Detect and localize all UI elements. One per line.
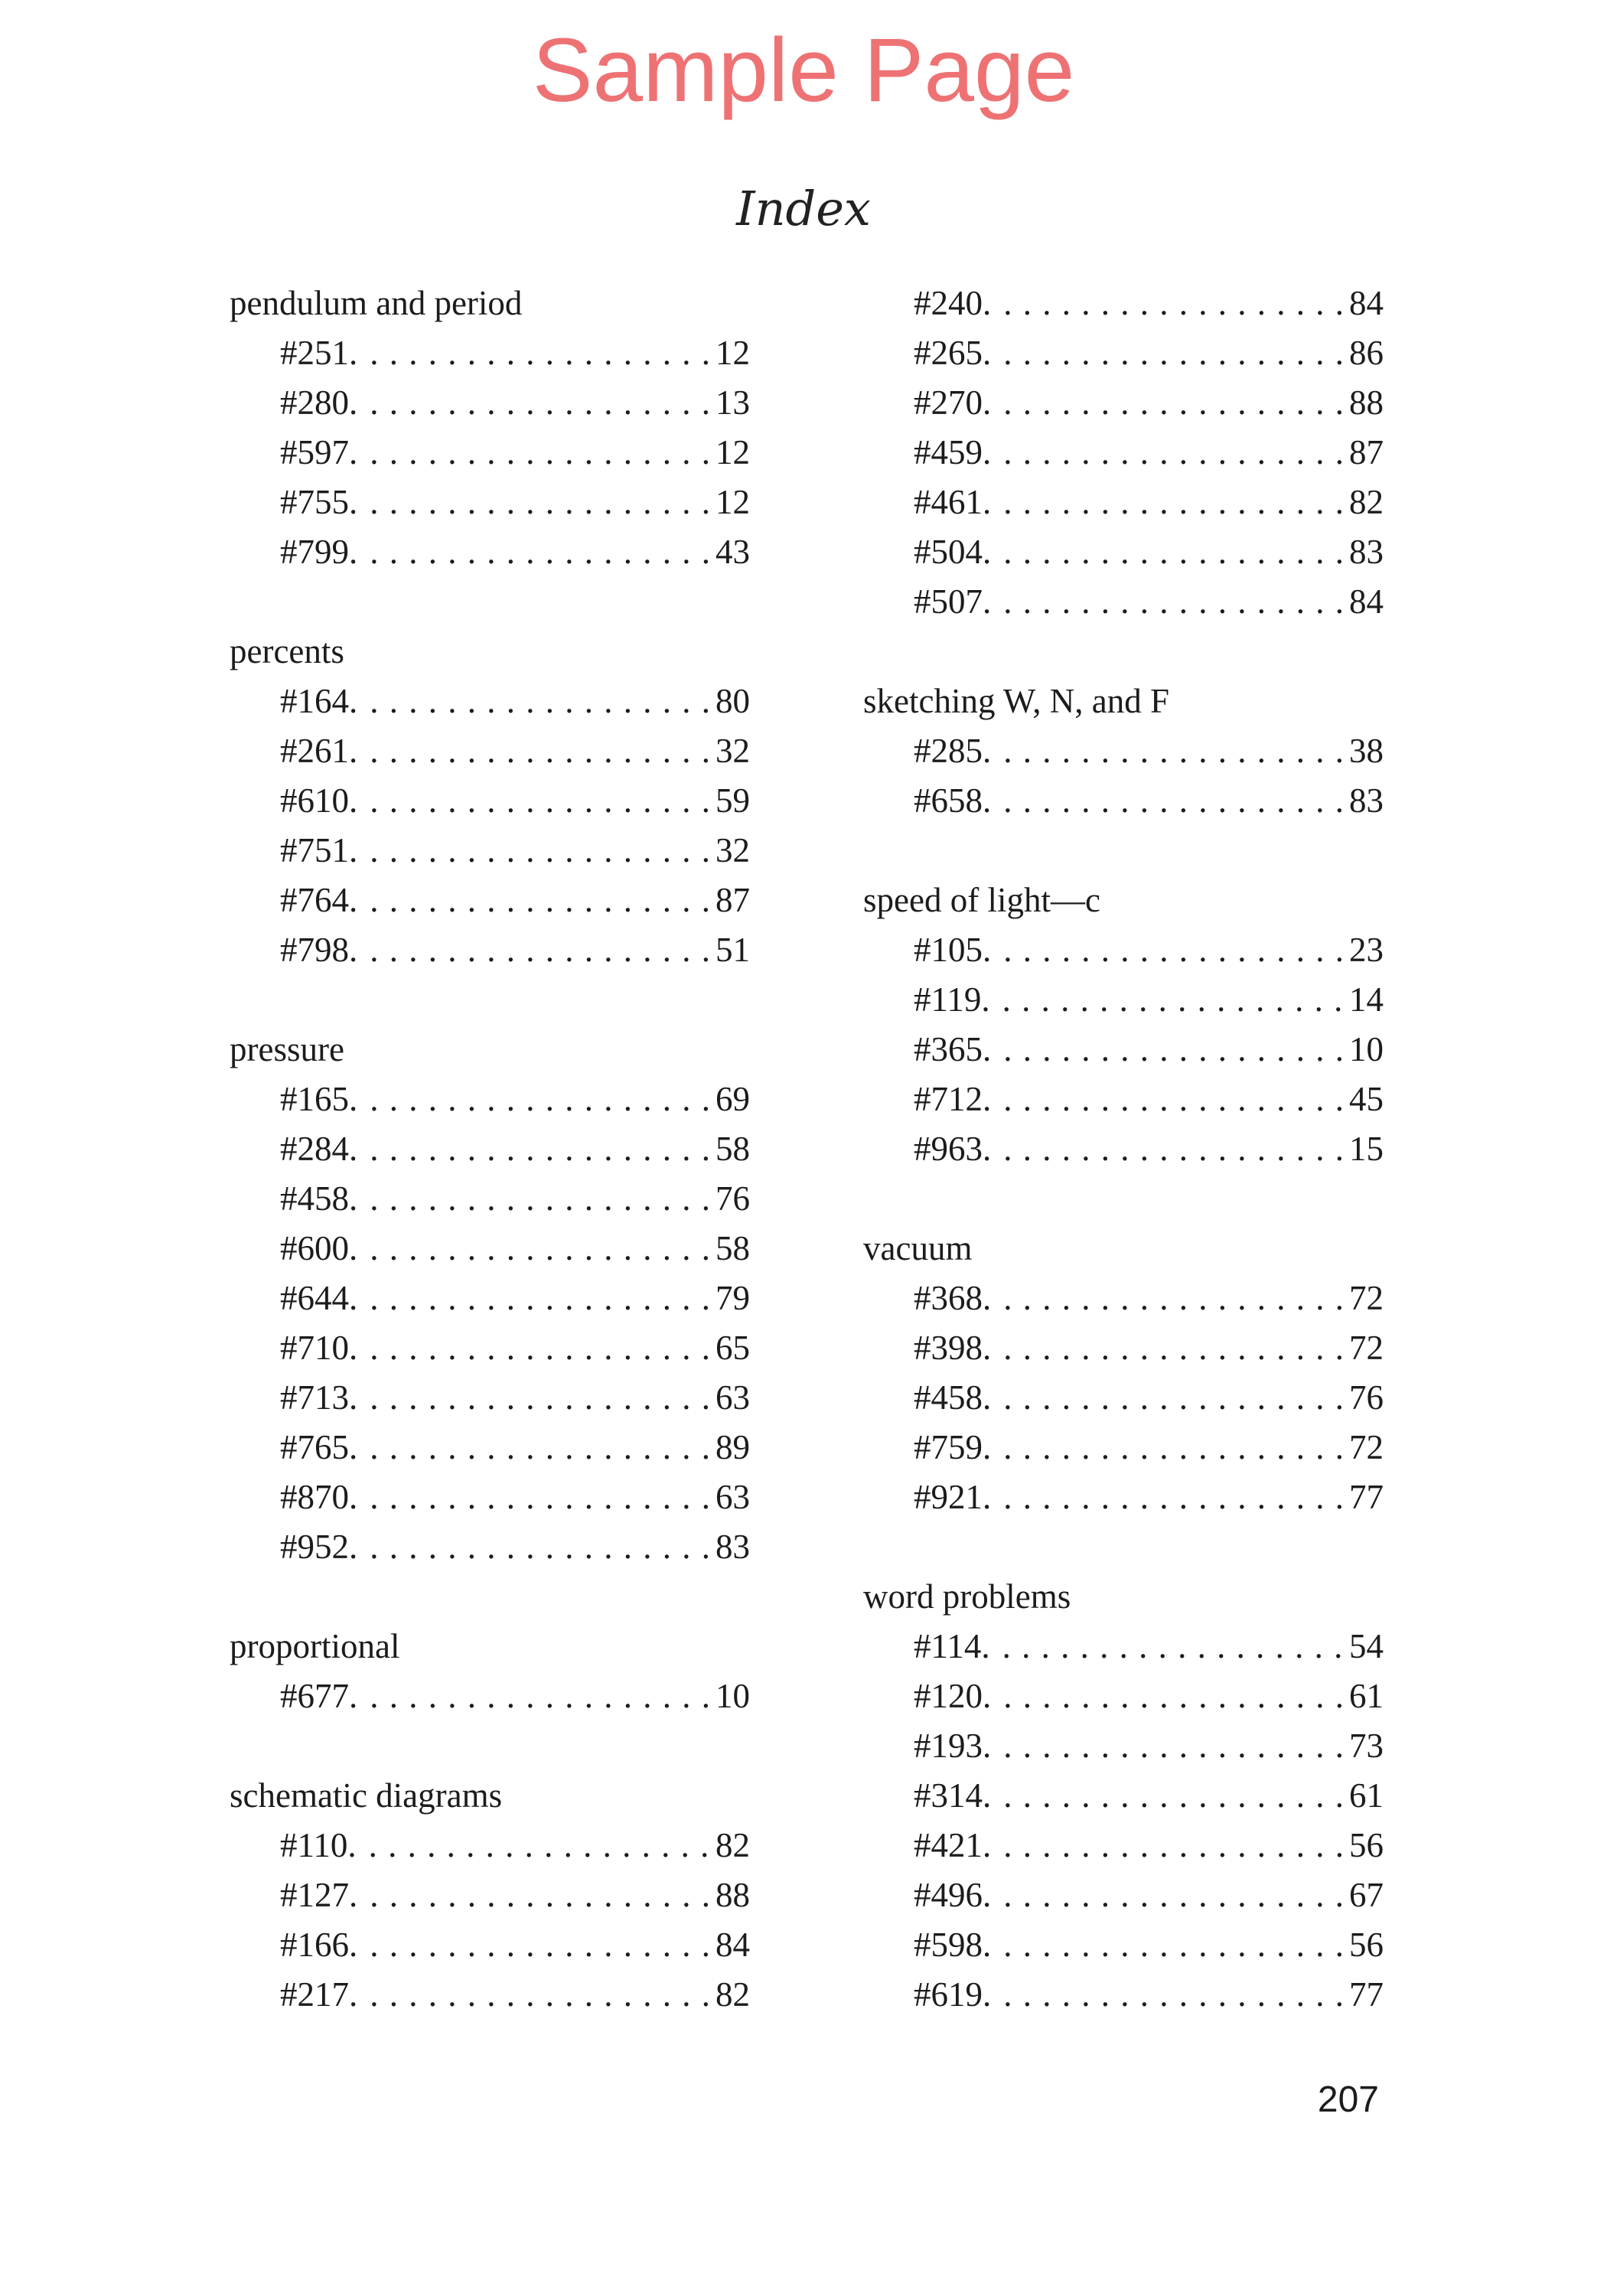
entry-page-ref: 14 — [1349, 980, 1384, 1019]
index-entry — [863, 1920, 1384, 1970]
index-entry — [863, 527, 1384, 577]
entry-page-ref: 10 — [715, 1677, 750, 1715]
entry-number: #127. — [280, 1876, 358, 1914]
entry-number: #798. — [280, 931, 358, 969]
index-entry — [863, 279, 1384, 328]
entry-page-ref: 72 — [1349, 1329, 1384, 1367]
index-heading: schematic diagrams — [230, 1776, 503, 1815]
entry-page-ref: 84 — [715, 1926, 750, 1964]
dot-leader — [357, 428, 715, 478]
entry-page-ref: 88 — [1349, 383, 1384, 422]
page-number: 207 — [1317, 2079, 1379, 2120]
entry-page-ref: 80 — [715, 682, 750, 720]
entry-number: #458. — [914, 1378, 992, 1417]
dot-leader — [357, 378, 715, 428]
index-entry — [863, 1373, 1384, 1423]
entry-number: #710. — [280, 1329, 358, 1367]
dot-leader — [357, 1124, 715, 1174]
entry-page-ref: 84 — [1349, 284, 1384, 322]
index-entry — [863, 1274, 1384, 1323]
entry-page-ref: 63 — [715, 1478, 750, 1516]
index-entry — [230, 378, 750, 428]
entry-page-ref: 72 — [1349, 1428, 1384, 1466]
index-heading: speed of light—c — [863, 881, 1100, 919]
index-entry — [230, 876, 750, 925]
entry-page-ref: 82 — [715, 1826, 750, 1864]
dot-leader — [357, 826, 715, 876]
index-entry — [863, 378, 1384, 428]
entry-page-ref: 76 — [1349, 1378, 1384, 1417]
index-entry — [230, 1373, 750, 1423]
dot-leader — [991, 1771, 1349, 1821]
entry-page-ref: 56 — [1349, 1926, 1384, 1964]
entry-number: #870. — [280, 1478, 358, 1516]
dot-leader — [991, 328, 1349, 378]
index-entry — [863, 1771, 1384, 1821]
entry-number: #677. — [280, 1677, 358, 1715]
index-entry — [230, 1870, 750, 1920]
dot-leader — [357, 1920, 715, 1970]
entry-page-ref: 12 — [715, 334, 750, 372]
index-entry — [230, 1323, 750, 1373]
entry-number: #193. — [914, 1727, 992, 1765]
entry-number: #421. — [914, 1826, 992, 1864]
entry-page-ref: 12 — [715, 433, 750, 471]
index-entry — [863, 726, 1384, 776]
dot-leader — [357, 1373, 715, 1423]
entry-number: #952. — [280, 1528, 358, 1566]
entry-page-ref: 86 — [1349, 334, 1384, 372]
entry-page-ref: 83 — [715, 1528, 750, 1566]
group-spacer — [863, 1174, 1384, 1224]
entry-number: #610. — [280, 781, 358, 820]
entry-page-ref: 12 — [715, 483, 750, 521]
entry-number: #713. — [280, 1378, 358, 1417]
dot-leader — [991, 1721, 1349, 1771]
entry-number: #507. — [914, 582, 992, 621]
dot-leader — [991, 1323, 1349, 1373]
entry-number: #459. — [914, 433, 992, 471]
index-heading: proportional — [230, 1627, 400, 1665]
index-entry — [863, 1671, 1384, 1721]
entry-number: #365. — [914, 1030, 992, 1068]
index-heading: word problems — [863, 1577, 1071, 1616]
index-entry — [230, 1522, 750, 1572]
dot-leader — [357, 1174, 715, 1224]
dot-leader — [991, 726, 1349, 776]
sample-page-watermark: Sample Page — [532, 20, 1075, 121]
index-entry — [863, 1721, 1384, 1771]
entry-page-ref: 88 — [715, 1876, 750, 1914]
index-entry — [230, 726, 750, 776]
index-entry — [230, 677, 750, 726]
entry-number: #166. — [280, 1926, 358, 1964]
dot-leader — [991, 577, 1349, 627]
entry-number: #265. — [914, 334, 992, 372]
dot-leader — [357, 1870, 715, 1920]
dot-leader — [991, 478, 1349, 527]
dot-leader — [991, 527, 1349, 577]
dot-leader — [991, 1025, 1349, 1075]
entry-page-ref: 77 — [1349, 1975, 1384, 2014]
entry-number: #755. — [280, 483, 358, 521]
index-entry — [863, 428, 1384, 478]
index-heading: percents — [230, 632, 344, 670]
index-column-left — [230, 279, 750, 2020]
dot-leader — [357, 1323, 715, 1373]
index-entry — [863, 1970, 1384, 2020]
index-entry — [230, 1124, 750, 1174]
dot-leader — [357, 1075, 715, 1124]
group-spacer — [863, 1522, 1384, 1572]
dot-leader — [991, 428, 1349, 478]
group-spacer — [230, 1572, 750, 1622]
dot-leader — [991, 925, 1349, 975]
entry-number: #105. — [914, 931, 992, 969]
index-entry — [230, 1821, 750, 1870]
entry-page-ref: 38 — [1349, 732, 1384, 770]
entry-number: #284. — [280, 1130, 358, 1168]
index-column-right — [863, 279, 1384, 2020]
entry-page-ref: 56 — [1349, 1826, 1384, 1864]
entry-number: #240. — [914, 284, 992, 322]
dot-leader — [991, 1870, 1349, 1920]
entry-page-ref: 58 — [715, 1229, 750, 1267]
dot-leader — [357, 478, 715, 527]
entry-number: #398. — [914, 1329, 992, 1367]
index-entry — [863, 1323, 1384, 1373]
index-entry — [230, 1274, 750, 1323]
entry-page-ref: 89 — [715, 1428, 750, 1466]
entry-page-ref: 59 — [715, 781, 750, 820]
dot-leader — [991, 1423, 1349, 1473]
index-entry — [863, 1622, 1384, 1671]
entry-number: #368. — [914, 1279, 992, 1317]
entry-page-ref: 69 — [715, 1080, 750, 1118]
entry-number: #765. — [280, 1428, 358, 1466]
entry-page-ref: 61 — [1349, 1677, 1384, 1715]
index-entry — [230, 527, 750, 577]
dot-leader — [357, 1274, 715, 1323]
index-entry — [863, 1473, 1384, 1522]
entry-page-ref: 10 — [1349, 1030, 1384, 1068]
dot-leader — [991, 279, 1349, 328]
entry-number: #119. — [914, 980, 990, 1019]
entry-number: #963. — [914, 1130, 992, 1168]
entry-page-ref: 82 — [715, 1975, 750, 2014]
entry-number: #461. — [914, 483, 992, 521]
entry-number: #597. — [280, 433, 358, 471]
dot-leader — [357, 1423, 715, 1473]
entry-page-ref: 79 — [715, 1279, 750, 1317]
index-entry — [230, 1423, 750, 1473]
index-heading: vacuum — [863, 1229, 973, 1267]
dot-leader — [990, 975, 1349, 1025]
index-entry — [230, 1970, 750, 2020]
group-spacer — [230, 975, 750, 1025]
index-entry — [230, 428, 750, 478]
dot-leader — [991, 1920, 1349, 1970]
entry-number: #504. — [914, 533, 992, 571]
entry-page-ref: 15 — [1349, 1130, 1384, 1168]
entry-number: #712. — [914, 1080, 992, 1118]
index-entry — [230, 1174, 750, 1224]
dot-leader — [991, 776, 1349, 826]
index-entry — [230, 328, 750, 378]
entry-number: #217. — [280, 1975, 358, 2014]
entry-number: #658. — [914, 781, 992, 820]
dot-leader — [991, 378, 1349, 428]
entry-number: #164. — [280, 682, 358, 720]
entry-number: #496. — [914, 1876, 992, 1914]
index-entry — [863, 925, 1384, 975]
index-entry — [863, 1821, 1384, 1870]
index-heading: pressure — [230, 1030, 344, 1068]
index-heading: pendulum and period — [230, 284, 523, 322]
dot-leader — [991, 1671, 1349, 1721]
entry-number: #799. — [280, 533, 358, 571]
index-entry — [863, 478, 1384, 527]
dot-leader — [357, 527, 715, 577]
index-entry — [863, 1124, 1384, 1174]
index-entry — [863, 1870, 1384, 1920]
entry-number: #764. — [280, 881, 358, 919]
index-entry — [230, 1224, 750, 1274]
entry-page-ref: 32 — [715, 732, 750, 770]
entry-number: #921. — [914, 1478, 992, 1516]
entry-page-ref: 32 — [715, 831, 750, 869]
index-entry — [230, 1920, 750, 1970]
entry-number: #114. — [914, 1627, 990, 1665]
dot-leader — [357, 726, 715, 776]
entry-number: #110. — [280, 1826, 357, 1864]
entry-page-ref: 72 — [1349, 1279, 1384, 1317]
group-spacer — [863, 627, 1384, 677]
entry-number: #120. — [914, 1677, 992, 1715]
entry-page-ref: 23 — [1349, 931, 1384, 969]
entry-number: #261. — [280, 732, 358, 770]
index-heading: sketching W, N, and F — [863, 682, 1169, 720]
index-entry — [863, 776, 1384, 826]
entry-page-ref: 51 — [715, 931, 750, 969]
dot-leader — [357, 1671, 715, 1721]
entry-page-ref: 82 — [1349, 483, 1384, 521]
index-entry — [230, 1671, 750, 1721]
entry-number: #619. — [914, 1975, 992, 2014]
entry-page-ref: 61 — [1349, 1776, 1384, 1815]
index-entry — [863, 1025, 1384, 1075]
entry-page-ref: 65 — [715, 1329, 750, 1367]
index-entry — [230, 925, 750, 975]
entry-page-ref: 63 — [715, 1378, 750, 1417]
dot-leader — [357, 677, 715, 726]
entry-page-ref: 58 — [715, 1130, 750, 1168]
entry-page-ref: 87 — [715, 881, 750, 919]
dot-leader — [357, 1821, 715, 1870]
entry-page-ref: 83 — [1349, 781, 1384, 820]
entry-number: #251. — [280, 334, 358, 372]
entry-number: #598. — [914, 1926, 992, 1964]
index-entry — [230, 478, 750, 527]
entry-page-ref: 45 — [1349, 1080, 1384, 1118]
entry-number: #458. — [280, 1179, 358, 1218]
entry-page-ref: 77 — [1349, 1478, 1384, 1516]
entry-page-ref: 87 — [1349, 433, 1384, 471]
dot-leader — [991, 1970, 1349, 2020]
entry-number: #285. — [914, 732, 992, 770]
entry-page-ref: 43 — [715, 533, 750, 571]
group-spacer — [230, 1721, 750, 1771]
dot-leader — [357, 328, 715, 378]
dot-leader — [357, 1473, 715, 1522]
index-entry — [863, 975, 1384, 1025]
entry-number: #759. — [914, 1428, 992, 1466]
index-entry — [863, 577, 1384, 627]
entry-page-ref: 67 — [1349, 1876, 1384, 1914]
index-entry — [230, 1075, 750, 1124]
dot-leader — [357, 925, 715, 975]
entry-page-ref: 83 — [1349, 533, 1384, 571]
index-entry — [230, 776, 750, 826]
index-entry — [230, 826, 750, 876]
entry-number: #644. — [280, 1279, 358, 1317]
group-spacer — [230, 577, 750, 627]
dot-leader — [357, 876, 715, 925]
dot-leader — [357, 1970, 715, 2020]
entry-number: #751. — [280, 831, 358, 869]
dot-leader — [990, 1622, 1349, 1671]
entry-page-ref: 76 — [715, 1179, 750, 1218]
entry-number: #270. — [914, 383, 992, 422]
index-entry — [863, 1075, 1384, 1124]
dot-leader — [357, 1522, 715, 1572]
entry-number: #600. — [280, 1229, 358, 1267]
index-entry — [230, 1473, 750, 1522]
entry-number: #314. — [914, 1776, 992, 1815]
dot-leader — [357, 776, 715, 826]
entry-number: #165. — [280, 1080, 358, 1118]
index-entry — [863, 1423, 1384, 1473]
dot-leader — [357, 1224, 715, 1274]
dot-leader — [991, 1075, 1349, 1124]
dot-leader — [991, 1821, 1349, 1870]
dot-leader — [991, 1373, 1349, 1423]
dot-leader — [991, 1473, 1349, 1522]
entry-page-ref: 54 — [1349, 1627, 1384, 1665]
index-entry — [863, 328, 1384, 378]
entry-number: #280. — [280, 383, 358, 422]
entry-page-ref: 13 — [715, 383, 750, 422]
entry-page-ref: 73 — [1349, 1727, 1384, 1765]
dot-leader — [991, 1274, 1349, 1323]
group-spacer — [863, 826, 1384, 876]
entry-page-ref: 84 — [1349, 582, 1384, 621]
page-title: Index — [736, 181, 871, 236]
dot-leader — [991, 1124, 1349, 1174]
